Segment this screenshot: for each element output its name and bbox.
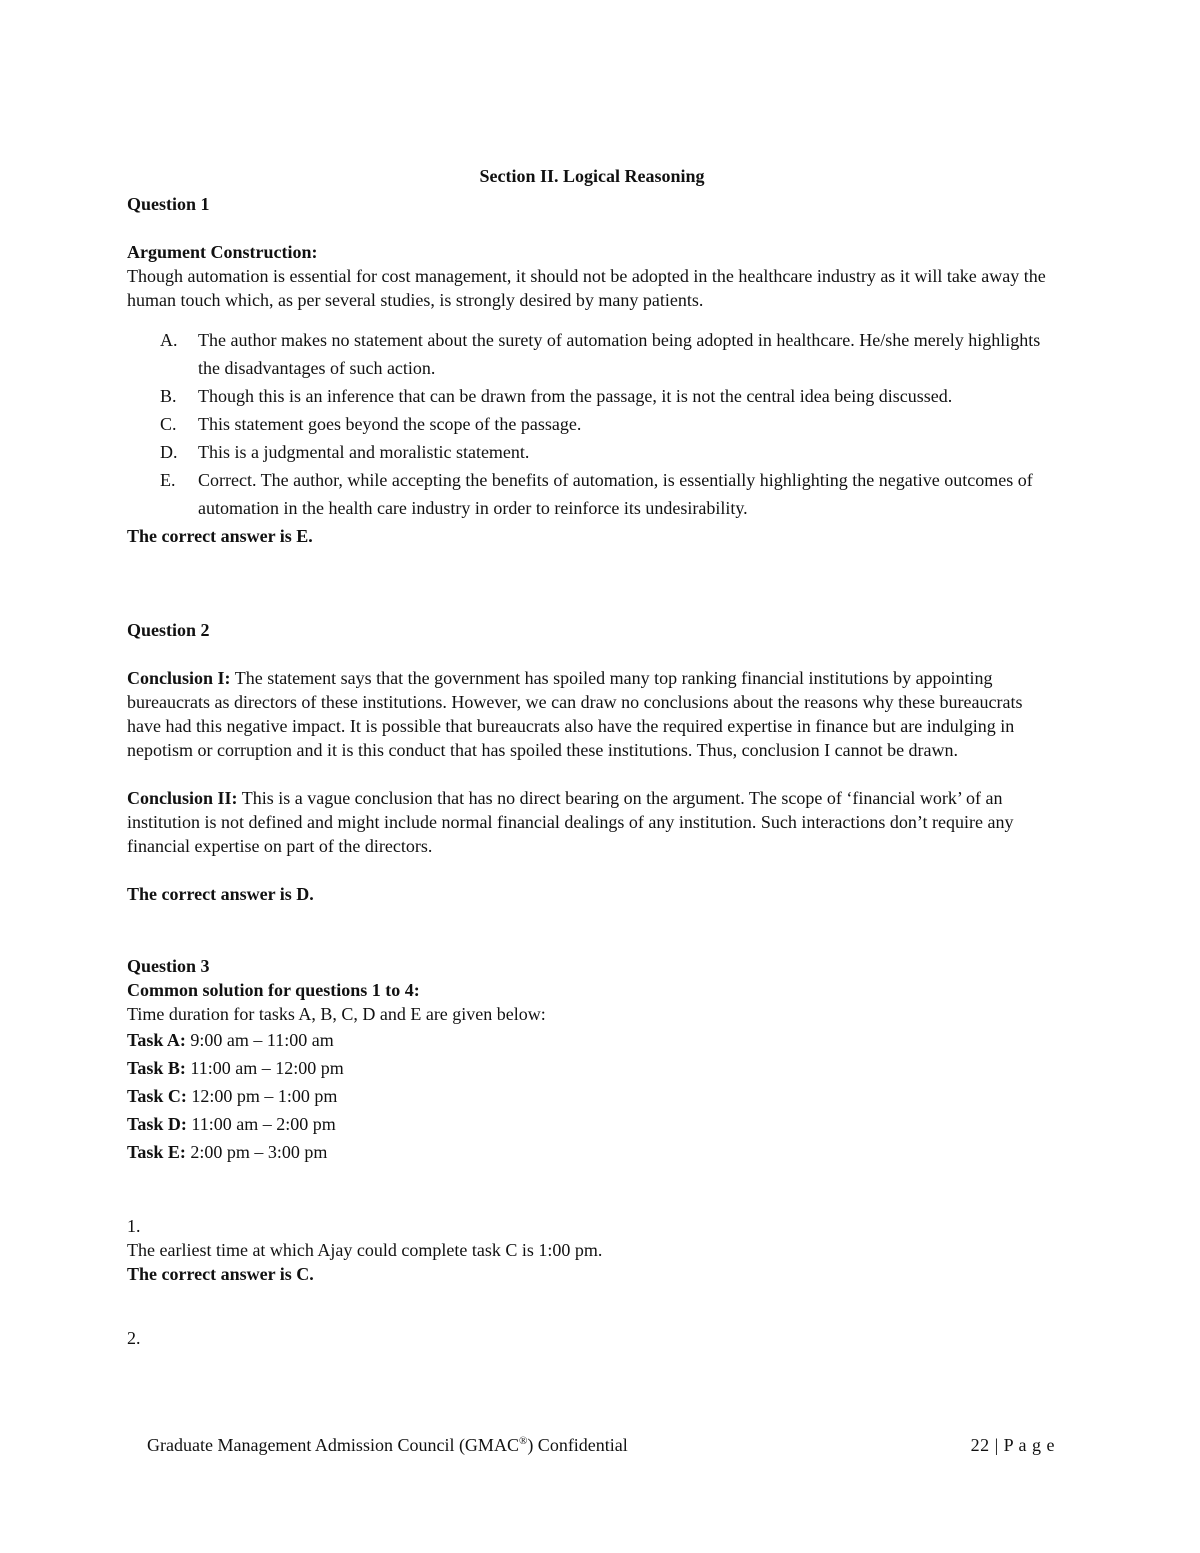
option-letter: B. <box>160 386 177 406</box>
task-label: Task C: <box>127 1086 187 1106</box>
option-d <box>127 438 1057 466</box>
option-text: Correct. The author, while accepting the benefits of automation, is essentially highlighting the negative outcomes of automation in the health care industry in order to reinforce its undesirability. <box>198 470 1033 518</box>
option-c <box>127 410 1057 438</box>
task-label: Task E: <box>127 1142 186 1162</box>
footer-text-start: Graduate Management Admission Council (GMAC <box>147 1435 519 1455</box>
task-c-line <box>127 1082 1057 1110</box>
task-time: 12:00 pm – 1:00 pm <box>186 1086 338 1106</box>
argument-construction-heading: Argument Construction: <box>127 242 318 262</box>
option-b <box>127 382 1057 410</box>
footer-confidential <box>147 1433 628 1457</box>
sub-question-1-answer: The correct answer is C. <box>127 1264 314 1284</box>
option-letter: A. <box>160 330 178 350</box>
common-solution-heading: Common solution for questions 1 to 4: <box>127 980 420 1000</box>
question-2-answer: The correct answer is D. <box>127 884 314 904</box>
footer-text-end: ) Confidential <box>527 1435 628 1455</box>
document-page <box>127 163 1057 1350</box>
section-title: Section II. Logical Reasoning <box>479 166 705 186</box>
conclusion-1-paragraph <box>127 666 1057 762</box>
sub-question-2-number: 2. <box>127 1328 141 1348</box>
question-1-passage: Though automation is essential for cost management, it should not be adopted in the healthcare industry as it will take away the human touch which, as per several studies, is strongly desired by many patients. <box>127 266 1046 310</box>
conclusion-1-text: The statement says that the government has spoiled many top ranking financial institutions by appointing bureaucrats as directors of these institutions. However, we can draw no conclusions about the reasons why these bureaucrats have had this negative impact. It is possible that bureaucrats also have the required expertise in finance but are indulging in nepotism or corruption and it is this conduct that has spoiled these institutions. Thus, conclusion I cannot be drawn. <box>127 668 1023 760</box>
option-letter: C. <box>160 414 177 434</box>
page-number: 22 | P a g e <box>970 1435 1055 1455</box>
question-1-answer: The correct answer is E. <box>127 526 313 546</box>
question-3-title: Question 3 <box>127 956 210 976</box>
task-label: Task D: <box>127 1114 187 1134</box>
task-d-line <box>127 1110 1057 1138</box>
task-time: 11:00 am – 2:00 pm <box>186 1114 336 1134</box>
sub-question-1-number: 1. <box>127 1216 141 1236</box>
option-text: The author makes no statement about the surety of automation being adopted in healthcare. He/she merely highlights the disadvantages of such action. <box>198 330 1041 378</box>
option-e <box>127 466 1057 522</box>
option-letter: D. <box>160 442 178 462</box>
task-label: Task A: <box>127 1030 186 1050</box>
sub-question-1-text: The earliest time at which Ajay could complete task C is 1:00 pm. <box>127 1240 603 1260</box>
task-b-line <box>127 1054 1057 1082</box>
conclusion-2-label: Conclusion II: <box>127 788 238 808</box>
option-text: This is a judgmental and moralistic statement. <box>198 442 530 462</box>
question-2-title: Question 2 <box>127 620 210 640</box>
task-time: 2:00 pm – 3:00 pm <box>185 1142 328 1162</box>
task-label: Task B: <box>127 1058 186 1078</box>
option-a <box>127 326 1057 382</box>
option-text: Though this is an inference that can be drawn from the passage, it is not the central idea being discussed. <box>198 386 953 406</box>
option-letter: E. <box>160 470 176 490</box>
answer-options-list <box>127 326 1057 522</box>
page-footer <box>147 1433 1055 1459</box>
task-intro: Time duration for tasks A, B, C, D and E are given below: <box>127 1004 546 1024</box>
task-time: 9:00 am – 11:00 am <box>185 1030 334 1050</box>
conclusion-2-paragraph <box>127 786 1057 858</box>
task-e-line <box>127 1138 1057 1166</box>
task-time: 11:00 am – 12:00 pm <box>185 1058 344 1078</box>
registered-mark: ® <box>518 1435 528 1447</box>
task-a-line <box>127 1026 1057 1054</box>
conclusion-2-text: This is a vague conclusion that has no direct bearing on the argument. The scope of ‘financial work’ of an institution is not defined and might include normal financial dealings of any institution. Such interactions don’t require any financial expertise on part of the directors. <box>127 788 1014 856</box>
option-text: This statement goes beyond the scope of the passage. <box>198 414 582 434</box>
conclusion-1-label: Conclusion I: <box>127 668 231 688</box>
question-1-title: Question 1 <box>127 194 210 214</box>
